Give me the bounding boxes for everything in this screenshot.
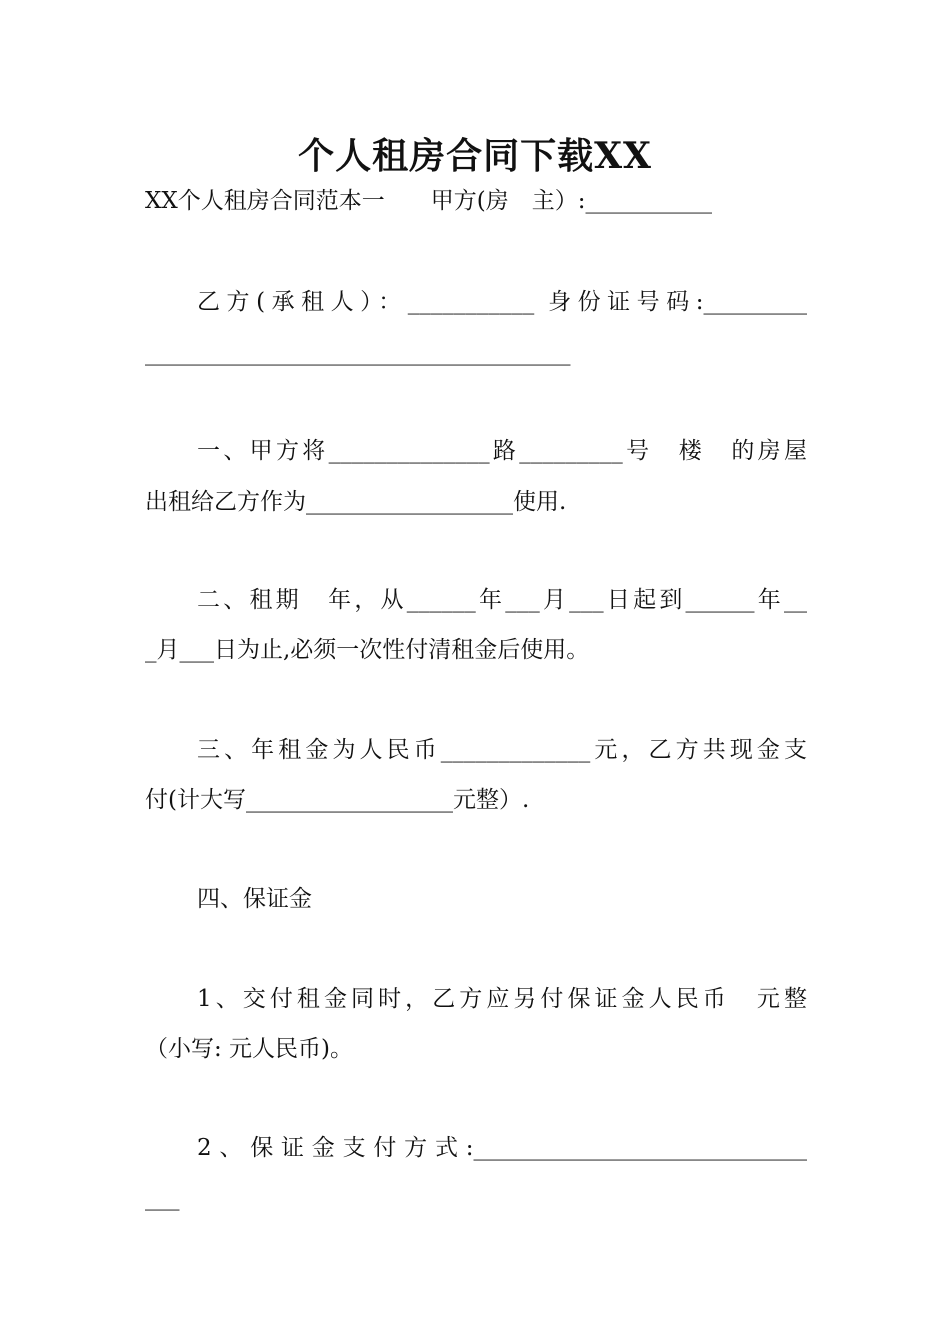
- clause-3-line-1: 三、年租金为人民币_____________元，乙方共现金支: [197, 737, 807, 763]
- clause-3-line-2: 付(计大写__________________元整）.: [145, 787, 530, 813]
- document-title: 个人租房合同下载XX: [298, 135, 652, 177]
- intro-party-a-line: XX个人租房合同范本一 甲方(房 主）:___________: [145, 188, 712, 214]
- clause-4-item-2-line-2: ___: [145, 1185, 180, 1211]
- clause-4-item-1-line-1: 1、交付租金同时，乙方应另付保证金人民币 元整: [197, 986, 807, 1012]
- clause-4-item-1-line-2: （小写: 元人民币)。: [145, 1036, 354, 1062]
- id-number-continuation: _____________________________________: [145, 340, 571, 366]
- clause-1-line-1: 一、甲方将______________路_________号 楼 的房屋: [197, 438, 807, 464]
- clause-4-item-2-line-1: 2、保证金支付方式:_____________________________: [197, 1135, 807, 1161]
- clause-2-line-2: _月___日为止,必须一次性付清租金后使用。: [145, 637, 590, 663]
- clause-1-line-2: 出租给乙方作为__________________使用.: [145, 489, 567, 515]
- clause-4-heading: 四、保证金: [197, 886, 312, 912]
- party-b-line: 乙方(承租人）：___________ 身份证号码:_________: [197, 289, 807, 315]
- clause-2-line-1: 二、租期 年，从______年___月___日起到______年__: [197, 587, 807, 613]
